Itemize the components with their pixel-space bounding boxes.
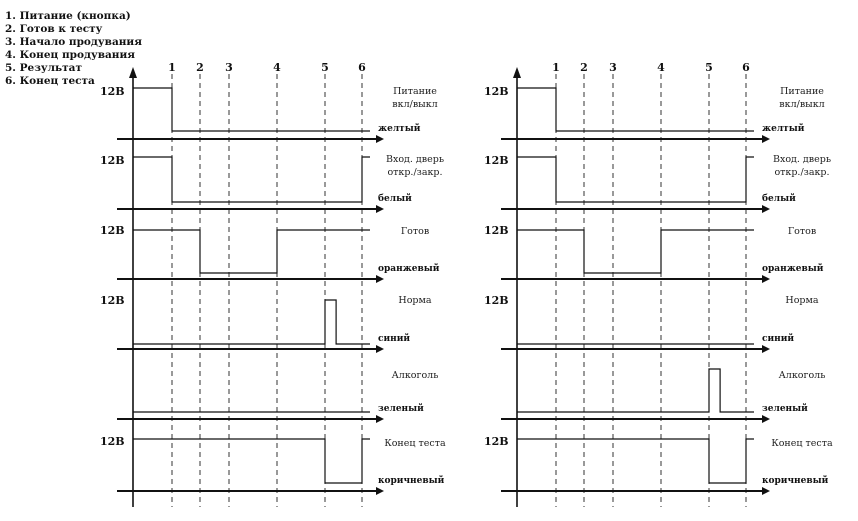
marker-number: 1 <box>168 61 176 74</box>
signal-waveform <box>517 369 754 412</box>
voltage-label: 12В <box>484 85 509 98</box>
baseline-arrowhead <box>762 345 770 353</box>
baseline-arrowhead <box>376 487 384 495</box>
marker-number: 3 <box>609 61 617 74</box>
signal-waveform <box>517 439 754 483</box>
signal-name: вкл/выкл <box>392 99 438 110</box>
signal-name: Норма <box>398 295 432 306</box>
wire-color-label: оранжевый <box>762 264 824 274</box>
signal-waveform <box>517 88 754 131</box>
wire-color-label: синий <box>378 334 411 344</box>
baseline-arrowhead <box>762 275 770 283</box>
baseline-arrowhead <box>762 205 770 213</box>
marker-number: 2 <box>196 61 204 74</box>
signal-name: Конец теста <box>384 438 446 449</box>
voltage-label: 12В <box>100 154 125 167</box>
wire-color-label: коричневый <box>762 476 829 486</box>
wire-color-label: белый <box>378 194 412 204</box>
baseline-arrowhead <box>762 415 770 423</box>
wire-color-label: желтый <box>762 124 805 134</box>
vertical-axis-arrowhead <box>129 67 137 78</box>
signal-name: Готов <box>787 226 817 237</box>
baseline-arrowhead <box>762 135 770 143</box>
voltage-label: 12В <box>100 294 125 307</box>
marker-number: 4 <box>273 61 281 74</box>
signal-name: Норма <box>785 295 819 306</box>
signal-waveform <box>517 157 754 202</box>
baseline-arrowhead <box>376 205 384 213</box>
signal-name: Питание <box>780 86 824 97</box>
signal-name: Готов <box>400 226 430 237</box>
signal-name: Алкоголь <box>778 370 826 381</box>
signal-name: Конец теста <box>771 438 833 449</box>
baseline-arrowhead <box>376 345 384 353</box>
wire-color-label: синий <box>762 334 795 344</box>
marker-number: 3 <box>225 61 233 74</box>
signal-waveform <box>133 439 370 483</box>
marker-number: 5 <box>705 61 713 74</box>
signal-name: Питание <box>393 86 437 97</box>
baseline-arrowhead <box>762 487 770 495</box>
legend-item: 4. Конец продувания <box>5 49 136 61</box>
wire-color-label: зеленый <box>378 404 424 414</box>
voltage-label: 12В <box>100 435 125 448</box>
vertical-axis-arrowhead <box>513 67 521 78</box>
wire-color-label: оранжевый <box>378 264 440 274</box>
baseline-arrowhead <box>376 135 384 143</box>
signal-waveform <box>133 88 370 131</box>
marker-number: 5 <box>321 61 329 74</box>
signal-name: Алкоголь <box>391 370 439 381</box>
baseline-arrowhead <box>376 275 384 283</box>
legend-item: 5. Результат <box>5 62 82 74</box>
marker-number: 1 <box>552 61 560 74</box>
voltage-label: 12В <box>484 435 509 448</box>
signal-waveform <box>133 230 370 273</box>
wire-color-label: коричневый <box>378 476 445 486</box>
marker-number: 4 <box>657 61 665 74</box>
signal-name: Вход. дверь <box>385 154 445 165</box>
signal-waveform <box>517 230 754 273</box>
signal-name: откр./закр. <box>774 167 830 178</box>
voltage-label: 12В <box>484 154 509 167</box>
signal-waveform <box>133 300 370 344</box>
wire-color-label: желтый <box>378 124 421 134</box>
marker-number: 2 <box>580 61 588 74</box>
voltage-label: 12В <box>100 85 125 98</box>
wire-color-label: зеленый <box>762 404 808 414</box>
legend-item: 3. Начало продувания <box>5 36 142 48</box>
signal-name: Вход. дверь <box>772 154 832 165</box>
legend-item: 2. Готов к тесту <box>5 23 103 35</box>
wire-color-label: белый <box>762 194 796 204</box>
signal-name: вкл/выкл <box>779 99 825 110</box>
marker-number: 6 <box>358 61 366 74</box>
marker-number: 6 <box>742 61 750 74</box>
voltage-label: 12В <box>100 224 125 237</box>
signal-waveform <box>133 157 370 202</box>
signal-name: откр./закр. <box>387 167 443 178</box>
voltage-label: 12В <box>484 294 509 307</box>
voltage-label: 12В <box>484 224 509 237</box>
legend-item: 6. Конец теста <box>5 75 95 87</box>
baseline-arrowhead <box>376 415 384 423</box>
legend-item: 1. Питание (кнопка) <box>5 10 131 22</box>
